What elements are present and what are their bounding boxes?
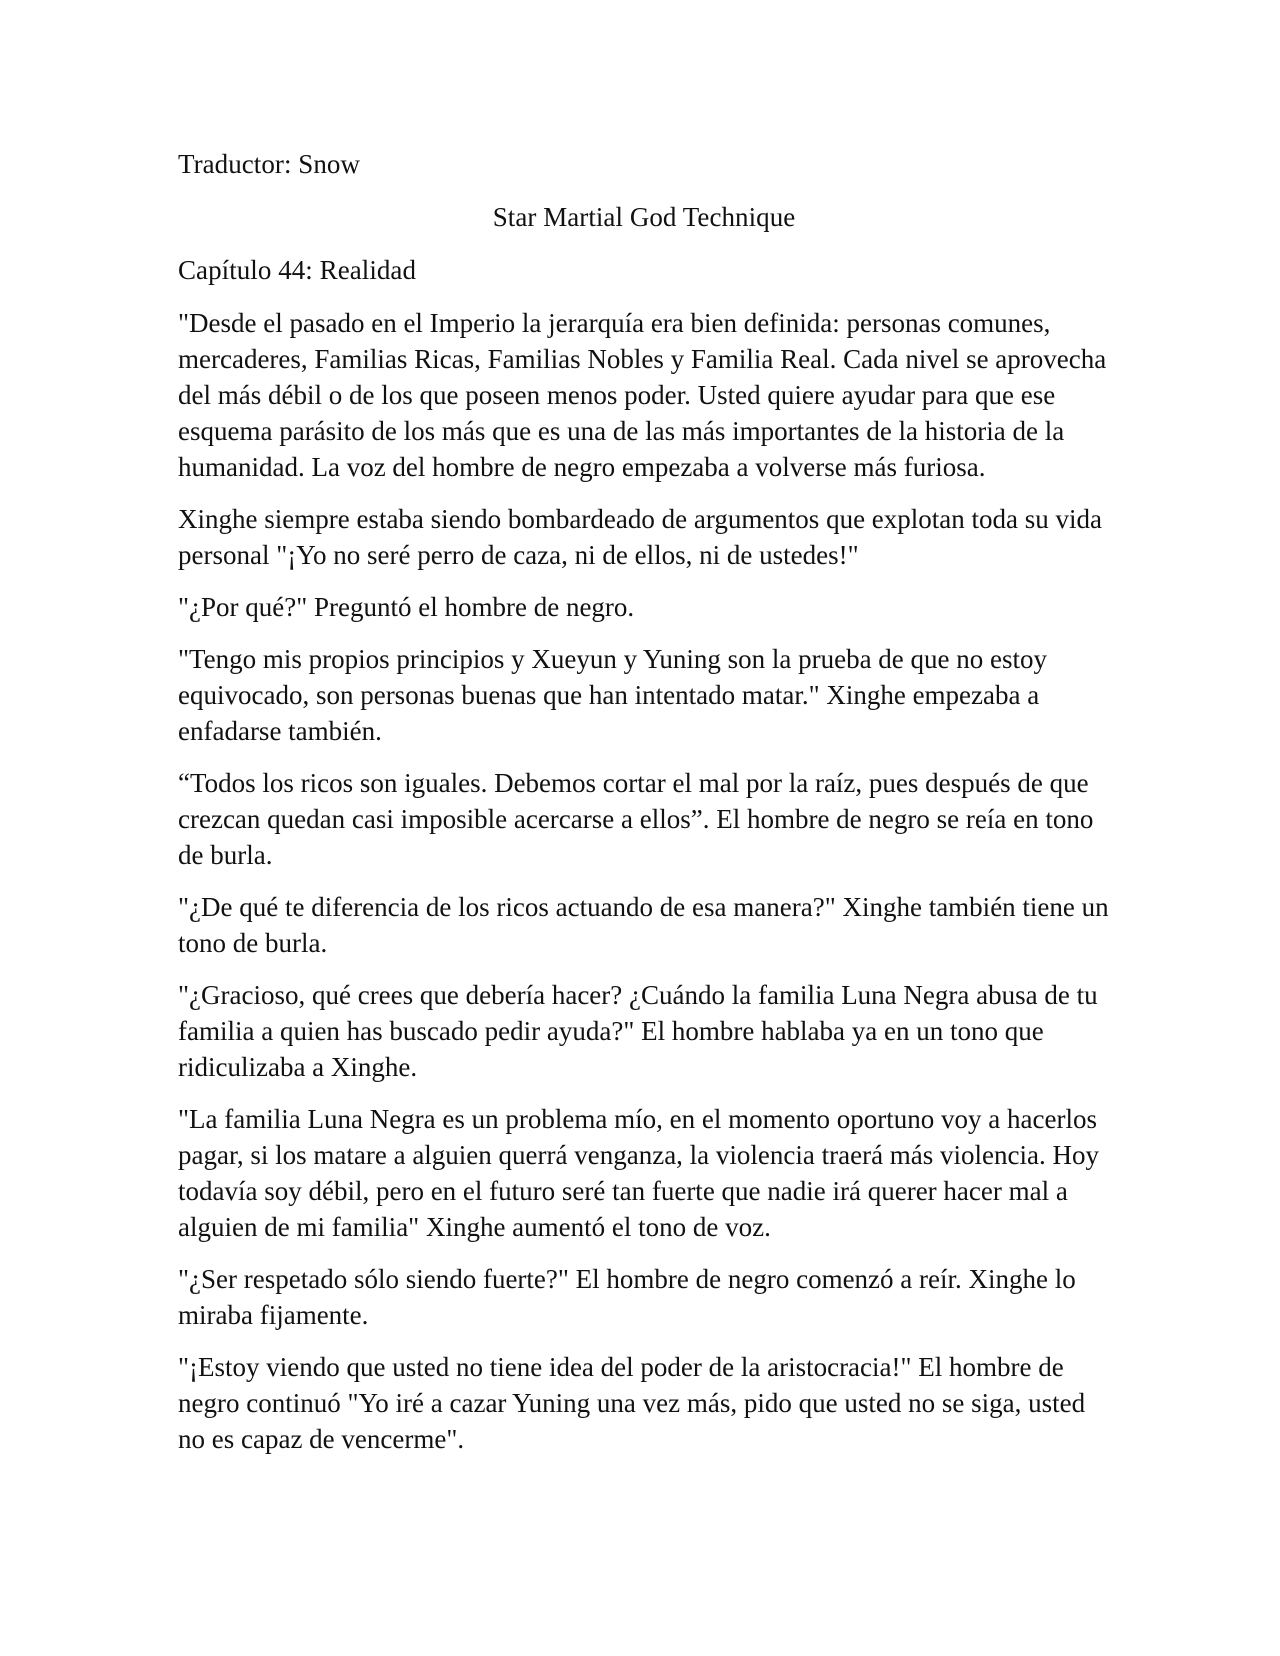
novel-title: Star Martial God Technique — [492, 202, 796, 232]
translator-credit: Traductor: Snow — [178, 149, 361, 179]
paragraph: "¿Por qué?" Preguntó el hombre de negro. — [178, 592, 635, 622]
paragraph: "¿De qué te diferencia de los ricos actuando de esa manera?" Xinghe también tiene un tono de burla. — [178, 892, 1109, 958]
paragraph: Xinghe siempre estaba siendo bombardeado de argumentos que explotan toda su vida personal "¡Yo no seré perro de caza, ni de ellos, ni de ustedes!" — [178, 504, 1102, 570]
paragraph: “Todos los ricos son iguales. Debemos cortar el mal por la raíz, pues después de que crezcan quedan casi imposible acercarse a ellos”. El hombre de negro se reía en tono de burla. — [178, 768, 1094, 870]
paragraph: "La familia Luna Negra es un problema mío, en el momento oportuno voy a hacerlos pagar, si los matare a alguien querrá venganza, la violencia traerá más violencia. Hoy todavía soy débil, pero en el futuro seré tan fuerte que nadie irá querer hacer mal a alguien de mi familia" Xinghe aumentó el tono de voz. — [178, 1104, 1100, 1242]
paragraph: "Desde el pasado en el Imperio la jerarquía era bien definida: personas comunes, mercaderes, Familias Ricas, Familias Nobles y Familia Real. Cada nivel se aprovecha del más débil o de los que poseen menos poder. Usted quiere ayudar para que ese esquema parásito de los más que es una de las más importantes de la historia de la humanidad. La voz del hombre de negro empezaba a volverse más furiosa. — [178, 308, 1107, 482]
document-page — [178, 146, 1110, 1473]
paragraph: "¡Estoy viendo que usted no tiene idea del poder de la aristocracia!" El hombre de negro continuó "Yo iré a cazar Yuning una vez más, pido que usted no se siga, usted no es capaz de vencerme". — [178, 1352, 1086, 1454]
paragraph: "¿Ser respetado sólo siendo fuerte?" El hombre de negro comenzó a reír. Xinghe lo miraba fijamente. — [178, 1264, 1076, 1330]
chapter-heading: Capítulo 44: Realidad — [178, 255, 417, 285]
paragraph: "Tengo mis propios principios y Xueyun y Yuning son la prueba de que no estoy equivocado, son personas buenas que han intentado matar." Xinghe empezaba a enfadarse también. — [178, 644, 1048, 746]
paragraph: "¿Gracioso, qué crees que debería hacer? ¿Cuándo la familia Luna Negra abusa de tu familia a quien has buscado pedir ayuda?" El hombre hablaba ya en un tono que ridiculizaba a Xinghe. — [178, 980, 1098, 1082]
